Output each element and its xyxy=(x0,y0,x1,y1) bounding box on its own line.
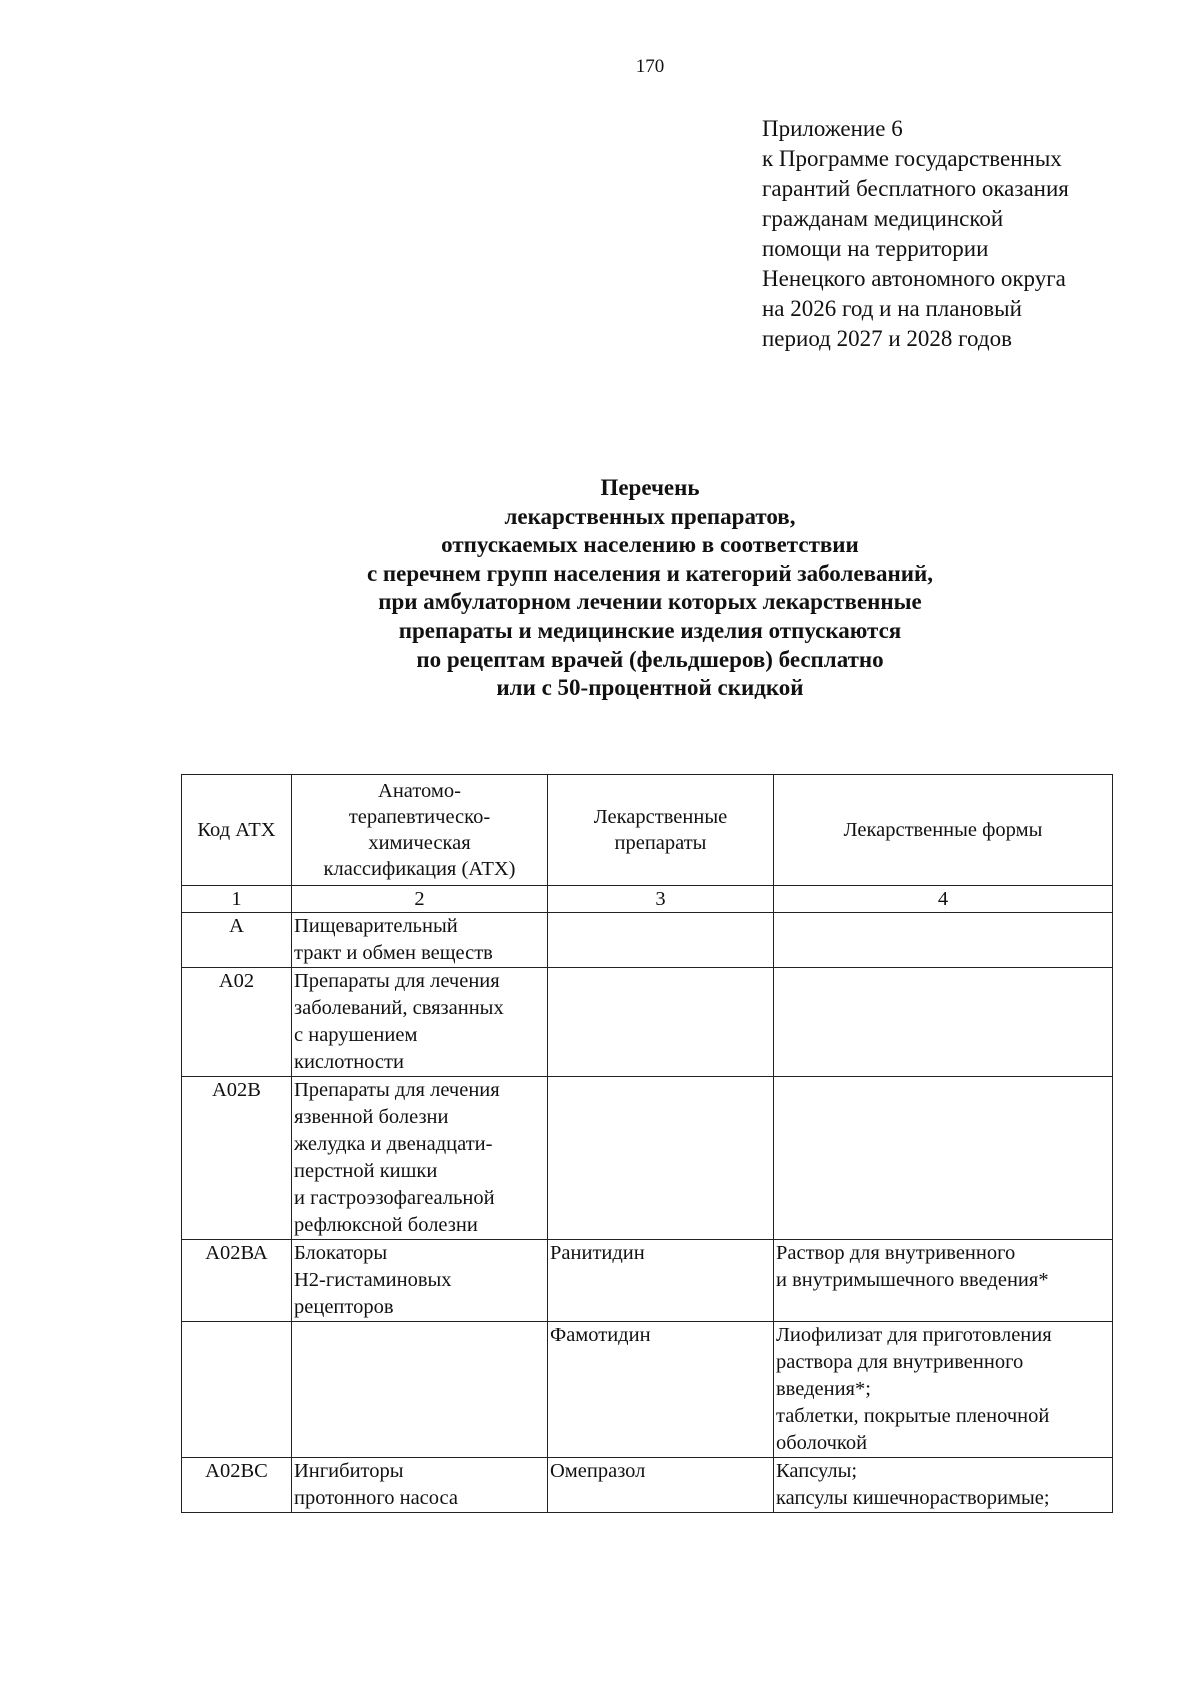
table-row xyxy=(182,1458,1113,1513)
drug-name: Омепразол xyxy=(548,1458,774,1513)
appendix-line: гарантий бесплатного оказания xyxy=(762,176,1069,201)
column-number: 2 xyxy=(292,886,548,913)
atc-classification: Блокаторы Н2-гистаминовых рецепторов xyxy=(292,1240,548,1322)
atc-classification: Препараты для лечения заболеваний, связанных с нарушением кислотности xyxy=(292,968,548,1077)
dosage-forms: Лиофилизат для приготовления раствора для внутривенного введения*; таблетки, покрытые пленочной оболочкой xyxy=(774,1322,1113,1458)
column-number: 3 xyxy=(548,886,774,913)
dosage-forms xyxy=(774,913,1113,968)
drug-name xyxy=(548,968,774,1077)
atc-classification: Пищеварительный тракт и обмен веществ xyxy=(292,913,548,968)
column-number: 1 xyxy=(182,886,292,913)
table-row xyxy=(182,968,1113,1077)
appendix-note xyxy=(762,114,1162,354)
dosage-forms: Раствор для внутривенного и внутримышечного введения* xyxy=(774,1240,1113,1322)
drug-name xyxy=(548,913,774,968)
atc-classification: Препараты для лечения язвенной болезни желудка и двенадцати- перстной кишки и гастроэзофагеальной рефлюксной болезни xyxy=(292,1077,548,1240)
appendix-line: помощи на территории xyxy=(762,236,989,261)
appendix-line: Приложение 6 xyxy=(762,116,903,141)
appendix-line: к Программе государственных xyxy=(762,146,1062,171)
dosage-forms xyxy=(774,968,1113,1077)
column-number-row xyxy=(182,886,1113,913)
atc-code: А02ВА xyxy=(182,1240,292,1322)
title-line: препараты и медицинские изделия отпускаются xyxy=(398,617,902,643)
drug-name: Фамотидин xyxy=(548,1322,774,1458)
table-row xyxy=(182,1322,1113,1458)
dosage-forms: Капсулы; капсулы кишечнорастворимые; xyxy=(774,1458,1113,1513)
title-line: лекарственных препаратов, xyxy=(504,503,796,529)
table-row xyxy=(182,913,1113,968)
appendix-line: на 2026 год и на плановый xyxy=(762,296,1022,321)
title-line: Перечень xyxy=(600,475,700,500)
header-classification: Анатомо- терапевтическо- химическая классификация (АТХ) xyxy=(292,775,548,886)
table-row xyxy=(182,1077,1113,1240)
document-title xyxy=(0,474,1200,703)
title-line: при амбулаторном лечении которых лекарственные xyxy=(378,589,922,615)
atc-code: А xyxy=(182,913,292,968)
drug-name xyxy=(548,1077,774,1240)
appendix-line: Ненецкого автономного округа xyxy=(762,266,1066,291)
table-header-row xyxy=(182,775,1113,886)
title-line: с перечнем групп населения и категорий заболеваний, xyxy=(366,560,934,586)
appendix-line: гражданам медицинской xyxy=(762,206,1004,231)
atc-classification xyxy=(292,1322,548,1458)
dosage-forms xyxy=(774,1077,1113,1240)
header-forms: Лекарственные формы xyxy=(774,775,1113,886)
title-line: по рецептам врачей (фельдшеров) бесплатно xyxy=(416,646,884,672)
atc-code xyxy=(182,1322,292,1458)
atc-classification: Ингибиторы протонного насоса xyxy=(292,1458,548,1513)
column-number: 4 xyxy=(774,886,1113,913)
appendix-line: период 2027 и 2028 годов xyxy=(762,326,1012,351)
atc-code: А02 xyxy=(182,968,292,1077)
drug-list-table xyxy=(181,774,1113,1513)
header-code: Код АТХ xyxy=(182,775,292,886)
page-number: 170 xyxy=(635,56,665,77)
title-line: отпускаемых населению в соответствии xyxy=(441,532,859,558)
title-line: или с 50-процентной скидкой xyxy=(496,675,804,701)
atc-code: А02ВС xyxy=(182,1458,292,1513)
atc-code: А02В xyxy=(182,1077,292,1240)
drug-name: Ранитидин xyxy=(548,1240,774,1322)
table-row xyxy=(182,1240,1113,1322)
header-drugs: Лекарственные препараты xyxy=(548,775,774,886)
